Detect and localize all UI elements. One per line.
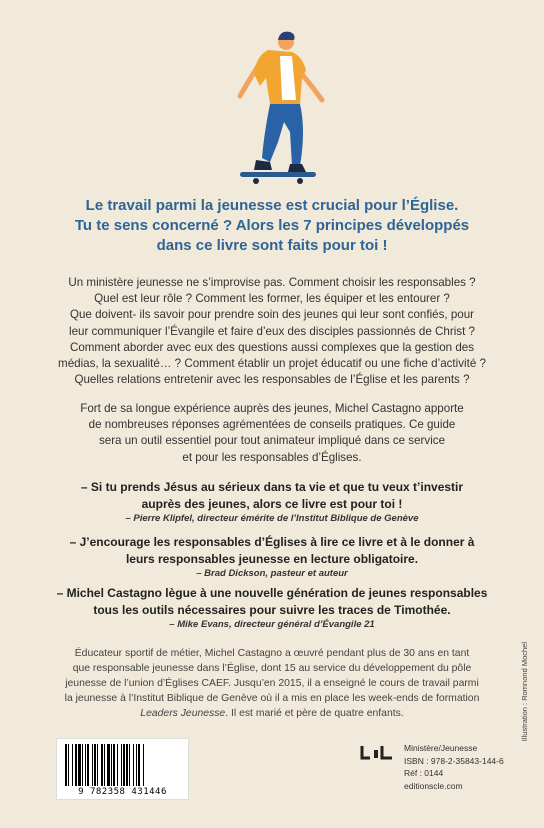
author-expertise-paragraph: [30, 401, 514, 466]
barcode-bar: [113, 744, 115, 786]
quote-author: – Brad Dickson, pasteur et auteur: [196, 568, 348, 579]
endorsement-quote: [40, 479, 504, 526]
expertise-line: et pour les responsables d’Églises.: [182, 450, 362, 464]
expertise-line: de nombreuses réponses agrémentées de conseils pratiques. Ce guide: [88, 418, 456, 432]
illustration-credit: Illustration : Romnond Mochel: [520, 642, 529, 742]
expertise-line: sera un outil essentiel pour tout animateur impliqué dans ce service: [98, 434, 446, 448]
intro-line: Quel est leur rôle ? Comment les former, les équiper et les entourer ?: [94, 292, 450, 306]
intro-line: Quelles relations entretenir avec les responsables de l’Église et les parents ?: [74, 373, 470, 387]
quote-line: – J’encourage les responsables d’Églises à lire ce livre et à le donner à: [69, 535, 475, 549]
intro-paragraph: [30, 275, 514, 388]
intro-line: leur communiquer l’Évangile et faire d’eux des disciples passionnés de Christ ?: [69, 324, 475, 338]
endorsement-quote: [40, 534, 504, 581]
website-label: editionscle.com: [404, 780, 463, 791]
barcode-bar: [138, 744, 140, 786]
barcode-bar: [85, 744, 86, 786]
barcode-bar: [82, 744, 83, 786]
barcode-bar: [94, 744, 96, 786]
reference-label: Réf : 0144: [404, 768, 444, 778]
author-bio: [30, 646, 514, 721]
quote-line: leurs responsables jeunesse en lecture obligatoire.: [125, 551, 419, 566]
barcode-bar: [97, 744, 98, 786]
bio-line: que responsable jeunesse dans l’Église, dont 15 au service du développement du pôle: [72, 663, 472, 674]
barcode-bar: [87, 744, 89, 786]
barcode-bar: [121, 744, 122, 786]
tagline-line: Le travail parmi la jeunesse est crucial pour l’Église.: [85, 197, 459, 214]
barcode-bar: [133, 744, 134, 786]
category-label: Ministère/Jeunesse: [404, 743, 478, 753]
quote-line: – Si tu prends Jésus au sérieux dans ta vie et que tu veux t’investir: [80, 480, 464, 494]
intro-line: Que doivent- ils savoir pour prendre soin des jeunes qui leur sont confiés, pour: [69, 308, 475, 322]
barcode-bar: [136, 744, 137, 786]
barcode-bars: [65, 744, 180, 786]
intro-line: Un ministère jeunesse ne s’improvise pas. Comment choisir les responsables ?: [68, 276, 476, 289]
endorsement-quote: [40, 585, 504, 632]
quote-line: auprès des jeunes, alors ce livre est pour toi !: [141, 496, 403, 511]
barcode-bar: [143, 744, 144, 786]
bio-line: [30, 706, 514, 721]
barcode-bar: [123, 744, 125, 786]
barcode-bar: [92, 744, 93, 786]
barcode-bar: [75, 744, 77, 786]
barcode-bar: [111, 744, 112, 786]
barcode-bar: [65, 744, 67, 786]
intro-line: médias, la sexualité… ? Comment établir un projet éducatif ou une fiche d’activité ?: [58, 357, 486, 371]
barcode-bar: [101, 744, 103, 786]
barcode-bar: [68, 744, 69, 786]
quote-author: – Mike Evans, directeur général d’Évangile 21: [169, 619, 375, 630]
barcode-bar: [126, 744, 128, 786]
publisher-logo: [360, 742, 394, 762]
tagline-line: dans ce livre sont faits pour toi !: [156, 237, 388, 254]
publisher-info: [404, 742, 504, 792]
quote-line: tous les outils nécessaires pour suivre les traces de Timothée.: [93, 602, 451, 617]
bio-line: jeunesse de l’union d’Églises CAEF. Jusqu’en 2015, il a enseigné le cours de travail parmi: [65, 678, 479, 689]
barcode-bar: [104, 744, 105, 786]
bio-line: Éducateur sportif de métier, Michel Castagno a œuvré pendant plus de 30 ans en tant: [74, 648, 470, 659]
barcode-bar: [78, 744, 81, 786]
isbn-barcode: [56, 738, 189, 800]
quote-line: – Michel Castagno lègue à une nouvelle génération de jeunes responsables: [56, 586, 488, 600]
isbn-label: ISBN : 978-2-35843-144-6: [404, 755, 504, 766]
barcode-digits: 9 782358 431446: [78, 787, 167, 797]
barcode-bar: [129, 744, 130, 786]
barcode-bar: [107, 744, 110, 786]
expertise-line: Fort de sa longue expérience auprès des jeunes, Michel Castagno apporte: [80, 402, 464, 415]
bio-line-rest: . Il est marié et père de quatre enfants.: [225, 708, 404, 719]
barcode-bar: [72, 744, 73, 786]
bio-line: la jeunesse à l’Institut Biblique de Genève où il a mis en place les week-ends de formation: [64, 693, 480, 704]
intro-line: Comment aborder avec eux des questions aussi complexes que la gestion des: [69, 340, 475, 354]
quote-author: – Pierre Klipfel, directeur émérite de l’Institut Biblique de Genève: [125, 513, 419, 524]
tagline-line: Tu te sens concerné ? Alors les 7 principes développés: [74, 217, 470, 234]
barcode-bar: [117, 744, 118, 786]
tagline: [40, 196, 504, 256]
skateboarder-illustration: [0, 0, 544, 190]
bio-italic-title: Leaders Jeunesse: [140, 708, 226, 719]
